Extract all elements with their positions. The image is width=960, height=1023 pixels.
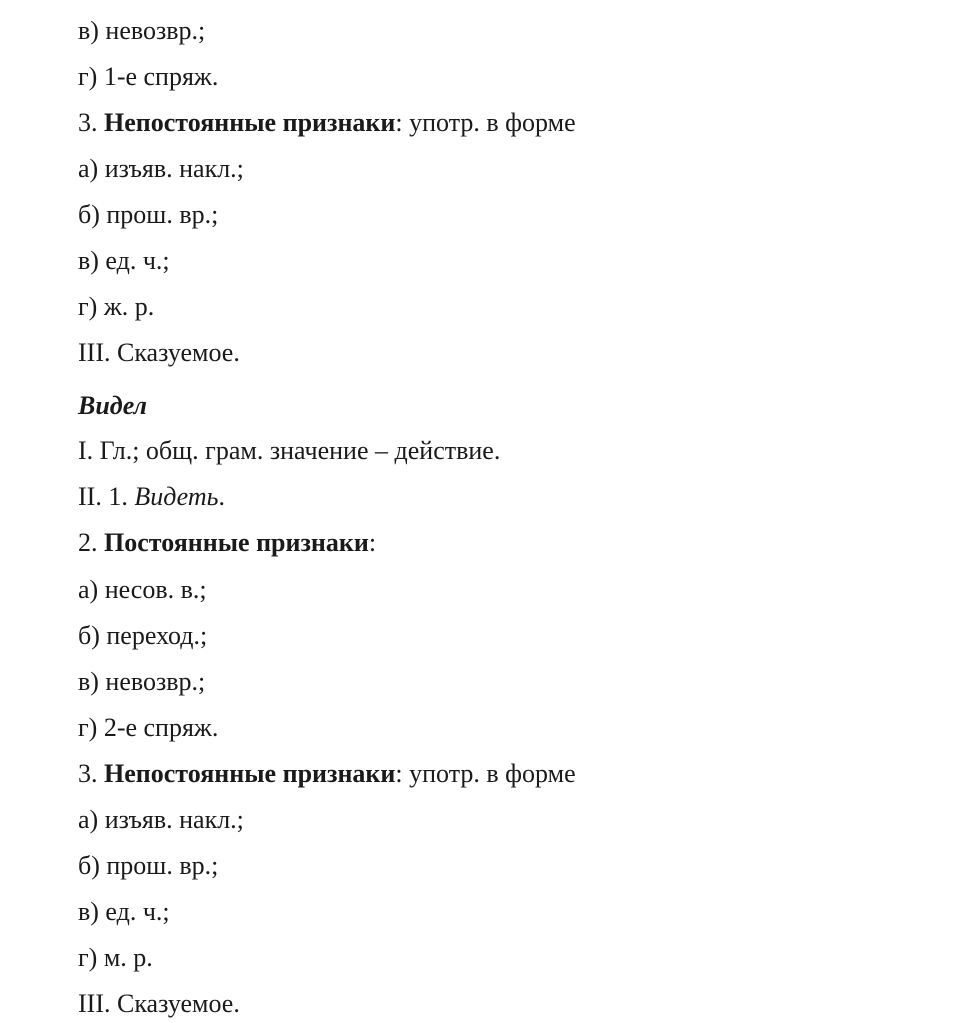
term-rest: : — [368, 528, 377, 557]
term-rest: : употр. в форме — [395, 108, 576, 137]
list-item-v-number: в) ед. ч.; — [78, 897, 170, 926]
syntactic-role-line: III. Сказуемое. — [78, 989, 240, 1018]
paragraph-part-of-speech: I. Гл.; общ. грам. значение – действие. — [78, 436, 501, 465]
list-item-g-gender: г) м. р. — [78, 943, 153, 972]
paragraph-nonconstant-features — [78, 759, 576, 789]
list-item-v-nevozvr: в) невозвр.; — [78, 667, 206, 696]
bold-term: Непостоянные признаки — [104, 108, 396, 137]
list-item-g-gender: г) ж. р. — [78, 292, 155, 321]
list-item-g-conjugation: г) 1-е спряж. — [78, 62, 219, 91]
bold-term: Непостоянные признаки — [104, 759, 396, 788]
paragraph-nonconstant-features — [78, 108, 576, 138]
list-item-v-number: в) ед. ч.; — [78, 246, 170, 275]
word-heading: Видел — [78, 391, 147, 420]
list-item-b-transitivity: б) переход.; — [78, 621, 208, 650]
item-number: 3. — [78, 108, 104, 137]
period: . — [218, 482, 225, 511]
syntactic-role-line: III. Сказуемое. — [78, 338, 240, 367]
paragraph-initial-form — [78, 482, 225, 512]
list-item-b-tense: б) прош. вр.; — [78, 851, 219, 880]
item-number: II. 1. — [78, 482, 135, 511]
item-number: 2. — [78, 528, 104, 557]
paragraph-constant-features — [78, 528, 376, 558]
list-item-a-mood: а) изъяв. накл.; — [78, 154, 244, 183]
term-rest: : употр. в форме — [395, 759, 576, 788]
list-item-v-nevozvr: в) невозвр.; — [78, 16, 206, 45]
initial-form-italic: Видеть — [134, 482, 219, 511]
item-number: 3. — [78, 759, 104, 788]
bold-term: Постоянные признаки — [104, 528, 369, 557]
list-item-a-aspect: а) несов. в.; — [78, 575, 207, 604]
list-item-a-mood: а) изъяв. накл.; — [78, 805, 244, 834]
list-item-b-tense: б) прош. вр.; — [78, 200, 219, 229]
list-item-g-conjugation: г) 2-е спряж. — [78, 713, 219, 742]
